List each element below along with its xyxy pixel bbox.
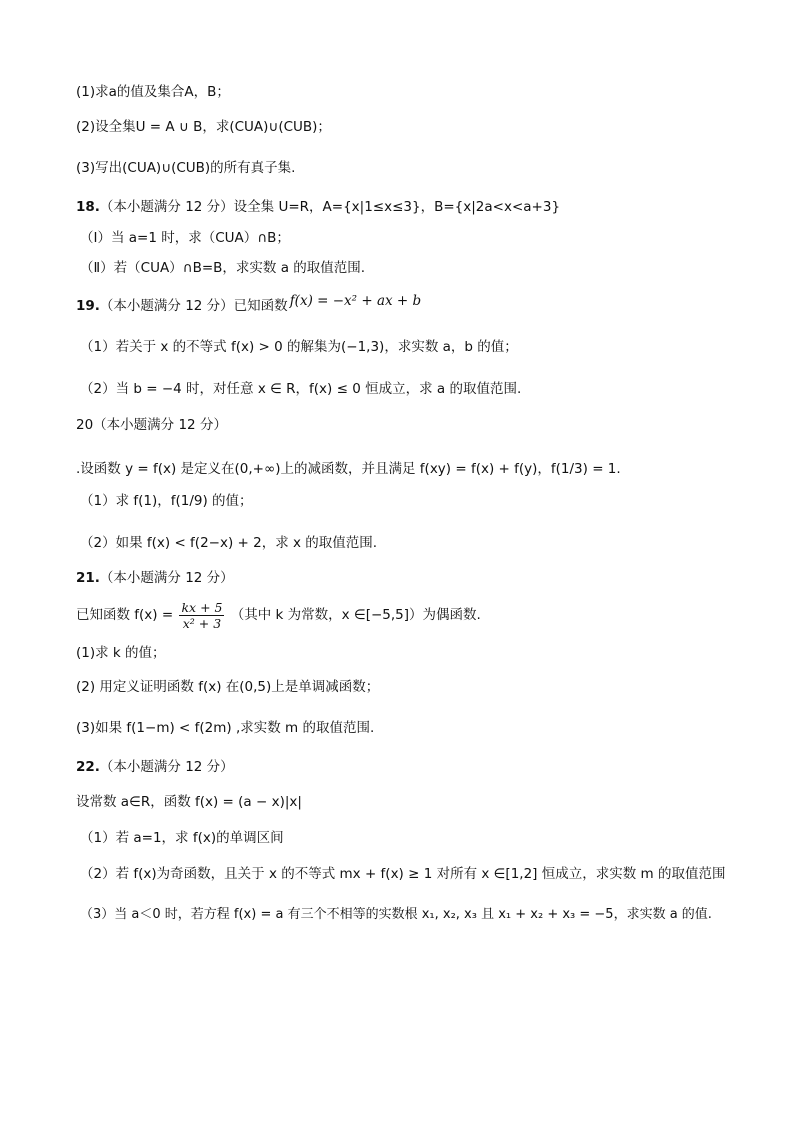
- q21-fraction: [179, 600, 224, 631]
- q20-part1: （1）求 f(1)，f(1/9) 的值；: [80, 493, 253, 509]
- q21-number: 21.: [76, 570, 100, 586]
- q18-header: [76, 198, 560, 216]
- q22-intro: 设常数 a∈R，函数 f(x) = (a − x)|x|: [76, 794, 302, 810]
- q18-number: 18.: [76, 199, 100, 215]
- q20-header: 20（本小题满分 12 分）: [76, 417, 227, 433]
- q21-part3: (3)如果 f(1−m) < f(2m) ,求实数 m 的取值范围.: [76, 720, 375, 736]
- q20-part2: （2）如果 f(x) < f(2−x) + 2，求 x 的取值范围.: [80, 535, 378, 551]
- q21-intro-a: 已知函数 f(x) =: [76, 607, 174, 623]
- q21-part1: (1)求 k 的值；: [76, 645, 166, 661]
- q19-part2: （2）当 b = −4 时，对任意 x ∈ R，f(x) ≤ 0 恒成立，求 a 的取值范围.: [80, 381, 522, 397]
- q19-number: 19.: [76, 298, 100, 314]
- q19-header: [76, 293, 422, 315]
- q21-header-text: （本小题满分 12 分）: [99, 570, 234, 586]
- q17-part3: (3)写出(CUA)∪(CUB)的所有真子集.: [76, 160, 296, 176]
- q17-part2: (2)设全集U = A ∪ B，求(CUA)∪(CUB)；: [76, 119, 331, 135]
- q17-part1: (1)求a的值及集合A，B；: [76, 84, 230, 100]
- q21-intro-b: （其中 k 为常数，x ∈[−5,5]）为偶函数.: [230, 607, 481, 623]
- q18-header-text: （本小题满分 12 分）设全集 U=R，A={x|1≤x≤3}，B={x|2a<x<a+3}: [99, 199, 561, 215]
- q19-part1: （1）若关于 x 的不等式 f(x) > 0 的解集为(−1,3)，求实数 a，b 的值；: [80, 339, 518, 355]
- q19-function: f(x) = −x² + ax + b: [289, 293, 422, 309]
- q22-header: [76, 758, 234, 776]
- q22-part3: （3）当 a＜0 时，若方程 f(x) = a 有三个不相等的实数根 x₁, x₂, x₃ 且 x₁ + x₂ + x₃ = −5，求实数 a 的值.: [80, 907, 712, 922]
- q20-intro: .设函数 y = f(x) 是定义在(0,+∞)上的减函数，并且满足 f(xy) = f(x) + f(y)，f(1/3) = 1.: [76, 461, 621, 477]
- q18-part1: （Ⅰ）当 a=1 时，求（CUA）∩B；: [80, 230, 290, 246]
- q21-fraction-numerator: kx + 5: [181, 599, 223, 615]
- q21-header: [76, 569, 234, 587]
- q21-intro: [76, 598, 481, 632]
- q22-part2: （2）若 f(x)为奇函数，且关于 x 的不等式 mx + f(x) ≥ 1 对所有 x ∈[1,2] 恒成立，求实数 m 的取值范围: [80, 866, 726, 882]
- q21-fraction-denominator: x² + 3: [182, 615, 222, 631]
- q19-header-text: （本小题满分 12 分）已知函数: [99, 298, 288, 314]
- q22-part1: （1）若 a=1，求 f(x)的单调区间: [80, 830, 284, 846]
- q21-part2: (2) 用定义证明函数 f(x) 在(0,5)上是单调减函数；: [76, 679, 380, 695]
- q22-number: 22.: [76, 759, 100, 775]
- q18-part2: （Ⅱ）若（CUA）∩B=B，求实数 a 的取值范围.: [80, 260, 366, 276]
- q22-header-text: （本小题满分 12 分）: [99, 759, 234, 775]
